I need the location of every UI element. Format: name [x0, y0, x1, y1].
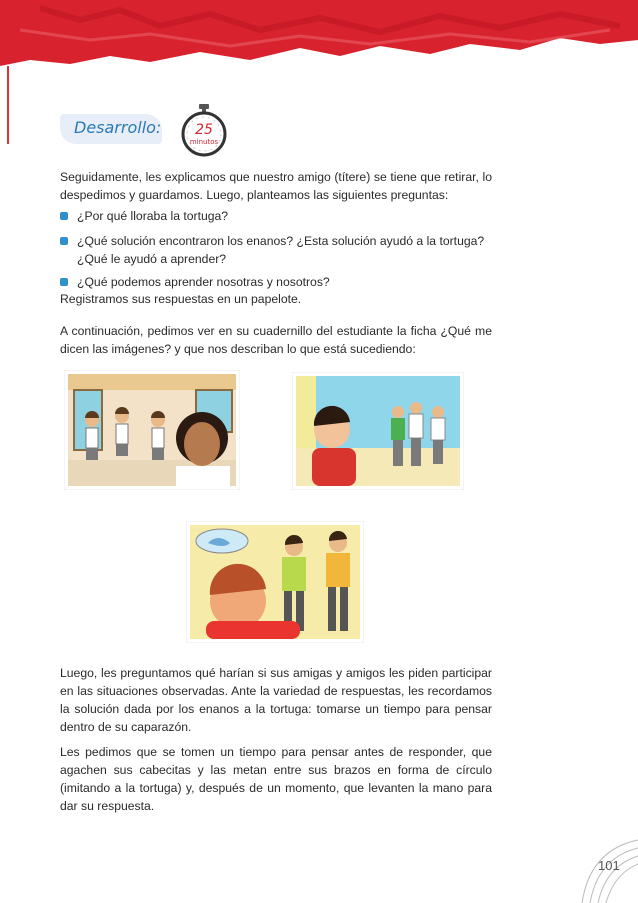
timer-unit: minutos: [189, 138, 219, 146]
question-text: ¿Qué solución encontraron los enanos? ¿Esta solución ayudó a la tortuga? ¿Qué le ayudó a aprender?: [77, 234, 485, 266]
instruction-paragraph: A continuación, pedimos ver en su cuadernillo del estudiante la ficha ¿Qué me dicen las imágenes? y que nos describan lo que está sucediendo:: [60, 324, 492, 356]
section-header: [60, 102, 500, 158]
timer-badge: [180, 102, 228, 158]
illustration-classroom: [64, 370, 240, 490]
timer-number: 25: [195, 122, 213, 138]
header-banner: [0, 0, 638, 70]
bullet-icon: [60, 212, 68, 220]
strategy-paragraph: Les pedimos que se tomen un tiempo para pensar antes de responder, que agachen sus cabecitas y las metan entre sus brazos en forma de círculo (imitando a la tortuga) y, después de un momento, que levanten la mano para dar su respuesta.: [60, 745, 492, 813]
intro-paragraph: Seguidamente, les explicamos que nuestro amigo (títere) se tiene que retirar, lo despedimos y guardamos. Luego, planteamos las siguientes preguntas:: [60, 170, 492, 202]
question-text: ¿Por qué lloraba la tortuga?: [77, 209, 229, 223]
illustration-teasing: [186, 521, 364, 643]
bullet-icon: [60, 278, 68, 286]
bullet-icon: [60, 237, 68, 245]
left-margin-rule: [7, 66, 9, 144]
section-tag: [60, 114, 162, 144]
illustration-playground: [292, 372, 464, 490]
reflection-paragraph: Luego, les preguntamos qué harían si sus amigas y amigos les piden participar en las situaciones observadas. Ante la variedad de respuestas, les recordamos la solución dada por los enanos a la tortuga: tomarse un tiempo para pensar dentro de su caparazón.: [60, 666, 492, 734]
record-paragraph: Registramos sus respuestas en un papelote.: [60, 292, 302, 306]
section-label: Desarrollo:: [74, 118, 162, 137]
page-number: 101: [598, 858, 620, 873]
question-text: ¿Qué podemos aprender nosotras y nosotros?: [77, 275, 330, 289]
